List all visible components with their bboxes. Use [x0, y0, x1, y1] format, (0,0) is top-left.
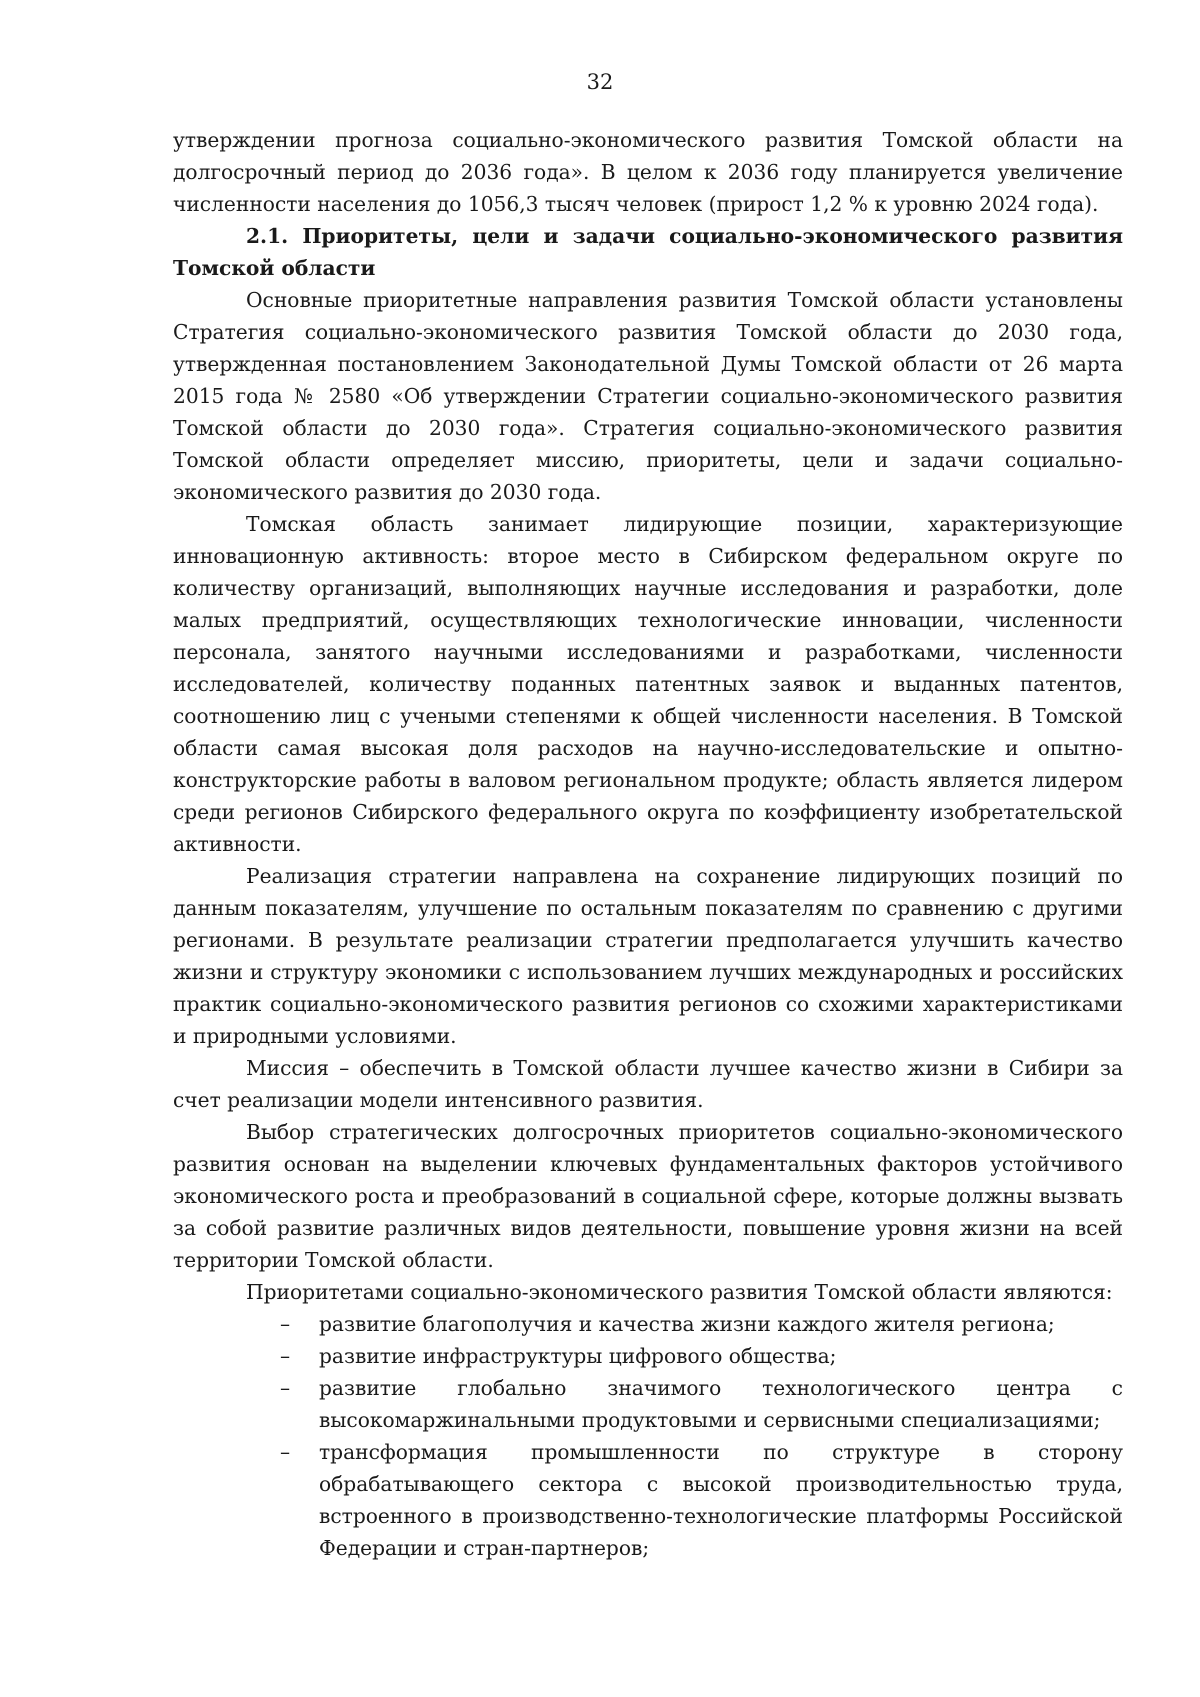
list-item-text: развитие благополучия и качества жизни каждого жителя региона;: [319, 1312, 1055, 1336]
paragraph: Выбор стратегических долгосрочных приоритетов социально-экономического развития основан на выделении ключевых фундаментальных факторов устойчивого экономического роста и преобразований в социальной сфере, которые должны вызвать за собой развитие различных видов деятельности, повышение уровня жизни на всей территории Томской области.: [173, 1120, 1123, 1272]
list-item: [173, 1308, 1123, 1340]
paragraph: Основные приоритетные направления развития Томской области установлены Стратегия социально-экономического развития Томской области до 2030 года, утвержденная постановлением Законодательной Думы Томской области от 26 марта 2015 года № 2580 «Об утверждении Стратегии социально-экономического развития Томской области до 2030 года». Стратегия социально-экономического развития Томской области определяет миссию, приоритеты, цели и задачи социально-экономического развития до 2030 года.: [173, 288, 1123, 504]
list-item-text: развитие глобально значимого технологического центра с высокомаржинальными продуктовыми и сервисными специализациями;: [319, 1376, 1123, 1432]
list-dash: –: [280, 1344, 291, 1368]
list-intro: Приоритетами социально-экономического развития Томской области являются:: [246, 1280, 1113, 1304]
paragraph: Реализация стратегии направлена на сохранение лидирующих позиций по данным показателям, улучшение по остальным показателям по сравнению с другими регионами. В результате реализации стратегии предполагается улучшить качество жизни и структуру экономики с использованием лучших международных и российских практик социально-экономического развития регионов со схожими характеристиками и природными условиями.: [173, 864, 1123, 1048]
section-heading: 2.1. Приоритеты, цели и задачи социально-экономического развития Томской области: [173, 224, 1123, 280]
list-item-text: трансформация промышленности по структуре в сторону обрабатывающего сектора с высокой производительностью труда, встроенного в производственно-технологические платформы Российской Федерации и стран-партнеров;: [319, 1440, 1123, 1560]
list-item: [173, 1436, 1123, 1564]
priorities-list: [173, 1308, 1123, 1564]
paragraph-continuation: утверждении прогноза социально-экономического развития Томской области на долгосрочный период до 2036 года». В целом к 2036 году планируется увеличение численности населения до 1056,3 тысяч человек (прирост 1,2 % к уровню 2024 года).: [173, 128, 1123, 216]
page-number: 32: [586, 70, 614, 94]
list-dash: –: [280, 1312, 291, 1336]
list-dash: –: [280, 1440, 291, 1464]
paragraph: Томская область занимает лидирующие позиции, характеризующие инновационную активность: второе место в Сибирском федеральном округе по количеству организаций, выполняющих научные исследования и разработки, доле малых предприятий, осуществляющих технологические инновации, численности персонала, занятого научными исследованиями и разработками, численности исследователей, количеству поданных патентных заявок и выданных патентов, соотношению лиц с учеными степенями к общей численности населения. В Томской области самая высокая доля расходов на научно-исследовательские и опытно-конструкторские работы в валовом региональном продукте; область является лидером среди регионов Сибирского федерального округа по коэффициенту изобретательской активности.: [173, 512, 1123, 856]
list-dash: –: [280, 1376, 291, 1400]
list-item: [173, 1372, 1123, 1436]
list-item: [173, 1340, 1123, 1372]
document-body: [173, 124, 1123, 1564]
list-item-text: развитие инфраструктуры цифрового общества;: [319, 1344, 837, 1368]
paragraph-mission: Миссия – обеспечить в Томской области лучшее качество жизни в Сибири за счет реализации модели интенсивного развития.: [173, 1056, 1123, 1112]
